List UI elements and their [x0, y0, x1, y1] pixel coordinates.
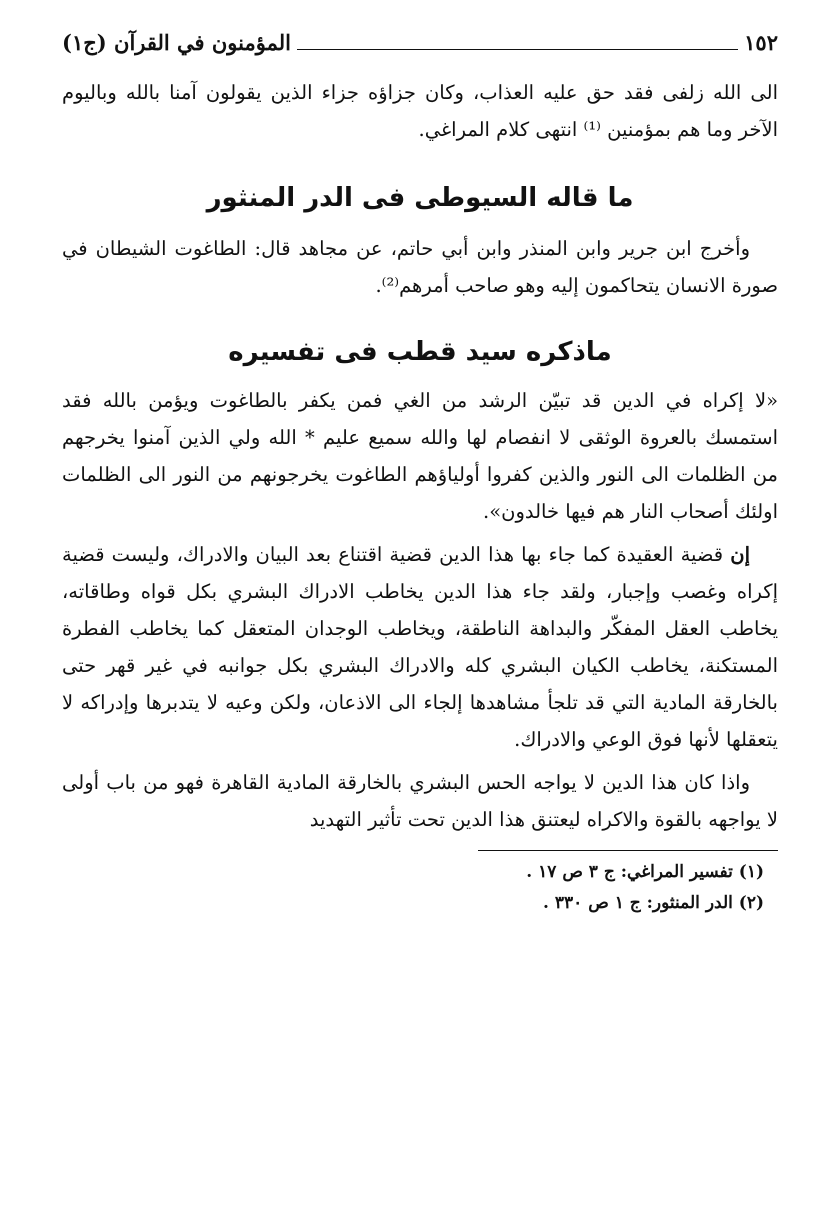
footnote-2: (٢) الدر المنثور: ج ١ ص ٣٣٠ .: [543, 893, 764, 913]
footnote-1: (١) تفسير المراغي: ج ٣ ص ١٧ .: [526, 862, 764, 882]
paragraph-last: واذا كان هذا الدين لا يواجه الحس البشري بالخارقة المادية القاهرة فهو من باب أولى لا يواجهه بالقوة والاكراه ليعتنق هذا الدين تحت تأثير التهديد: [62, 771, 778, 831]
paragraph-qutb-text: قضية العقيدة كما جاء بها هذا الدين قضية اقتناع بعد البيان والادراك، وليست قضية إكراه وغصب وإجبار، ولقد جاء هذا الدين يخاطب الادراك البشري بكل قواه وطاقاته، يخاطب العقل المفكّر والبداهة الناطقة، ويخاطب الوجدان المتعقل كما يخاطب الفطرة المستكنة، يخاطب الكيان البشري كله والادراك البشري بكل جوانبه في غير قهر حتى بالخارقة المادية التي قد تلجأ مشاهدها إلجاء الى الاذعان، ولكن وعيه لا يتدبرها وإدراكه لا يتعقلها لأنها فوق الوعي والادراك.: [62, 543, 778, 751]
footnote-divider: [478, 850, 778, 851]
running-title: المؤمنون في القرآن (ج١): [62, 30, 291, 55]
section-heading-qutb: ماذكره سيد قطب فى تفسيره: [228, 337, 612, 367]
document-page: [62, 30, 778, 919]
paragraph-continued: الى الله زلفى فقد حق عليه العذاب، وكان جزاؤه جزاء الذين يقولون آمنا بالله وباليوم الآخر وما هم بمؤمنين ⁽¹⁾ انتهى كلام المراغي.: [62, 81, 778, 141]
paragraph-qutb: [62, 536, 778, 758]
quranic-quote: «لا إكراه في الدين قد تبيّن الرشد من الغي فمن يكفر بالطاغوت ويؤمن بالله فقد استمسك بالعروة الوثقى لا انفصام لها والله سميع عليم * الله ولي الذين آمنوا يخرجهم من الظلمات الى النور والذين كفروا أولياؤهم الطاغوت يخرجونهم من النور الى الظلمات اولئك أصحاب النار هم فيها خالدون».: [62, 389, 778, 523]
section-heading-suyuti: ما قاله السيوطى فى الدر المنثور: [206, 183, 634, 213]
page-number: ١٥٢: [744, 30, 778, 55]
paragraph-suyuti: وأخرج ابن جرير وابن المنذر وابن أبي حاتم، عن مجاهد قال: الطاغوت الشيطان في صورة الانسان يتحاكمون إليه وهو صاحب أمرهم⁽²⁾.: [62, 237, 778, 297]
paragraph-lead-word: إن: [730, 543, 750, 566]
running-header: [62, 30, 778, 74]
header-rule: [297, 49, 738, 50]
